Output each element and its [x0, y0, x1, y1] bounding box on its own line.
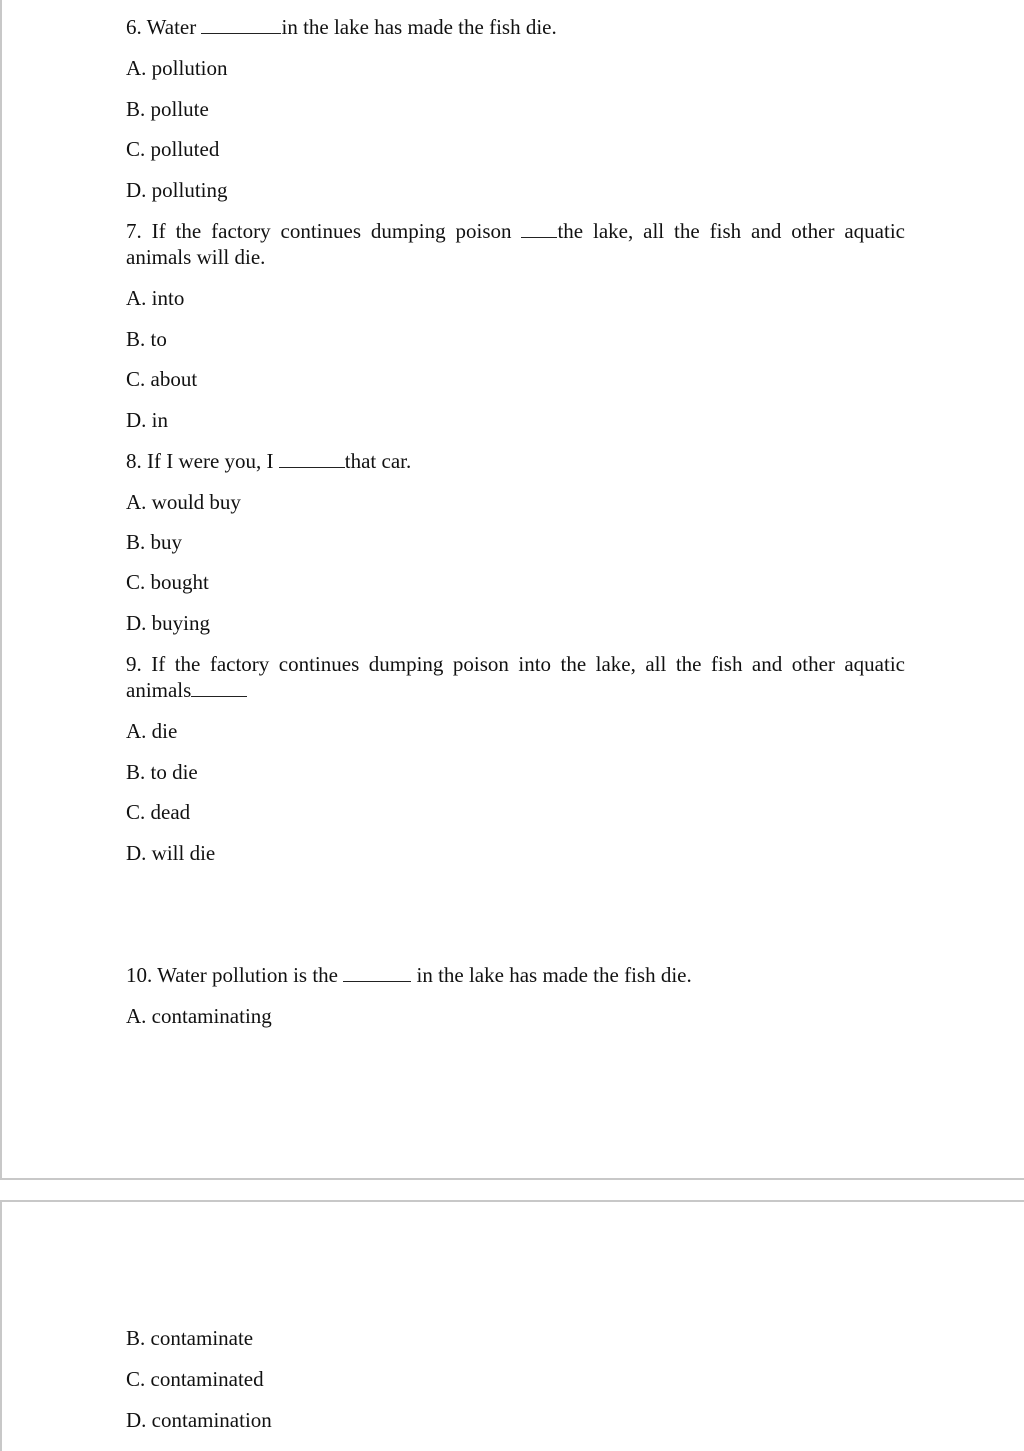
question-9-prefix: 9. If the factory continues dumping poison into the lake, all the fish and other aquatic animals	[126, 652, 905, 702]
answer-blank	[201, 17, 281, 34]
answer-blank	[191, 680, 247, 697]
option-7c: C. about	[126, 367, 198, 391]
question-7-prefix: 7. If the factory continues dumping poison	[126, 219, 522, 243]
question-10	[126, 962, 692, 988]
question-8-suffix: that car.	[344, 449, 412, 473]
option-10b: B. contaminate	[126, 1326, 254, 1350]
question-6	[126, 14, 557, 40]
option-10a: A. contaminating	[126, 1004, 272, 1028]
option-8b: B. buy	[126, 530, 183, 554]
question-9	[126, 651, 905, 703]
option-7b: B. to	[126, 327, 167, 351]
question-8-prefix: 8. If I were you, I	[126, 449, 279, 473]
option-6c: C. polluted	[126, 137, 220, 161]
document-page-2	[0, 1200, 1024, 1451]
question-6-prefix: 6. Water	[126, 15, 202, 39]
question-7-suffix: the lake, all the fish and other aquatic animals will die.	[126, 219, 905, 269]
option-9d: D. will die	[126, 841, 216, 865]
question-10-prefix: 10. Water pollution is the	[126, 963, 344, 987]
option-6b: B. pollute	[126, 97, 209, 121]
option-8d: D. buying	[126, 611, 210, 635]
question-8	[126, 448, 411, 474]
option-8a: A. would buy	[126, 490, 241, 514]
question-10-suffix: in the lake has made the fish die.	[411, 963, 692, 987]
option-10d: D. contamination	[126, 1408, 272, 1432]
option-6d: D. polluting	[126, 178, 228, 202]
option-10c: C. contaminated	[126, 1367, 264, 1391]
option-6a: A. pollution	[126, 56, 228, 80]
option-9b: B. to die	[126, 760, 198, 784]
option-9c: C. dead	[126, 800, 191, 824]
answer-blank	[343, 965, 411, 982]
option-7a: A. into	[126, 286, 185, 310]
answer-blank	[521, 221, 557, 238]
page-break	[0, 1180, 1024, 1200]
question-6-suffix: in the lake has made the fish die.	[281, 15, 557, 39]
answer-blank	[279, 451, 345, 468]
option-7d: D. in	[126, 408, 168, 432]
option-9a: A. die	[126, 719, 178, 743]
question-7	[126, 218, 905, 270]
option-8c: C. bought	[126, 570, 209, 594]
